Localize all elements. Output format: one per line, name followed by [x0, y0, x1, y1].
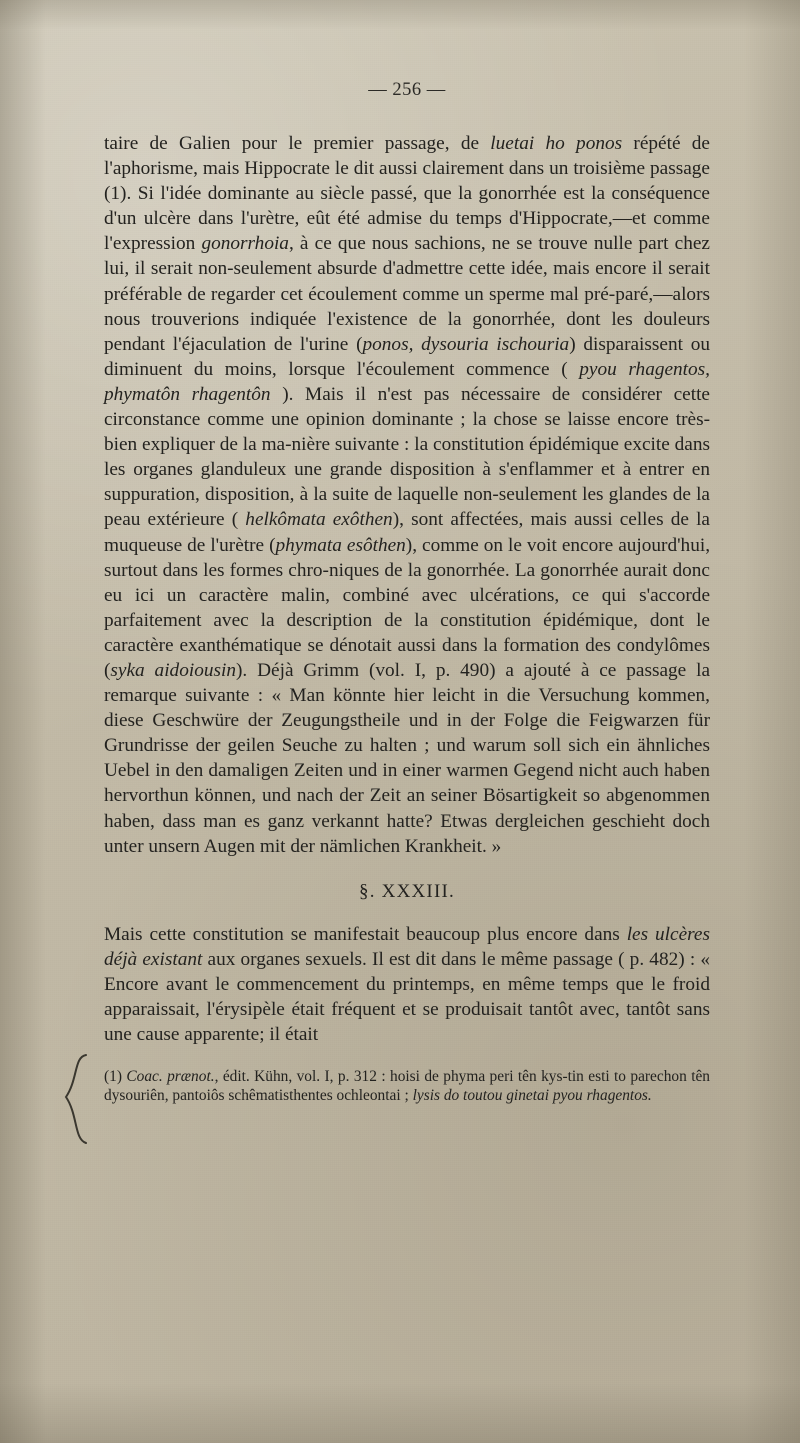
page-folio: — 256 — [368, 80, 446, 100]
section-number: XXXIII. [381, 880, 455, 902]
main-paragraph [104, 131, 710, 859]
footnote-text: (1) Coac. prænot., édit. Kühn, vol. I, p. 312 : hoisi de phyma peri tên kys-tin esti to parechon tên dysouriên, pantoiôs schêmatisthentes ochleontai ; lysis do toutou ginetai pyou rhagentos. [104, 1067, 710, 1105]
main-paragraph-text: taire de Galien pour le premier passage, de luetai ho ponos répété de l'aphorisme, mais Hippocrate le dit aussi clairement dans un troisième passage (1). Si l'idée dominante au siècle passé, que la gonorrhée est la conséquence d'un ulcère dans l'urètre, eût été admise du temps d'Hippocrate,—et comme l'expression gonorrhoia, à ce que nous sachions, ne se trouve nulle part chez lui, il serait non-seulement absurde d'admettre cette idée, mais encore il serait préférable de regarder cet écoulement comme un sperme mal pré-paré,—alors nous trouverions indiquée l'existence de la gonorrhée, dont les douleurs pendant l'éjaculation de l'urine (ponos, dysouria ischouria) disparaissent ou diminuent du moins, lorsque l'écoulement commence ( pyou rhagentos, phymatôn rhagentôn ). Mais il n'est pas nécessaire de considérer cette circonstance comme une opinion dominante ; la chose se laisse encore très-bien expliquer de la ma-nière suivante : la constitution épidémique excite dans les organes glanduleux une grande disposition à s'enflammer et à entrer en suppuration, disposition, à la suite de laquelle non-seulement les glandes de la peau extérieure ( helkômata exôthen), sont affectées, mais aussi celles de la muqueuse de l'urètre (phymata esôthen), comme on le voit encore aujourd'hui, surtout dans les formes chro-niques de la gonorrhée. La gonorrhée aurait donc eu ici un caractère malin, combiné avec ulcérations, ce qui s'accorde parfaitement avec la description de la constitution épidémique, dont le caractère exanthématique se dénotait aussi dans la formation des condylômes (syka aidoiousin). Déjà Grimm (vol. I, p. 490) a ajouté à ce passage la remarque suivante : « Man könnte hier leicht in die Versuchung kommen, diese Geschwüre der Zeugungstheile und in der Folge die Feigwarzen für Grundrisse der geilen Seuche zu halten ; und warum soll sich ein ähnliches Uebel in den damaligen Zeiten und in einer warmen Gegend nicht auch haben hervorthun können, und nach der Zeit an seiner Bösartigkeit so abgenommen haben, dass man es ganz verkannt hatte? Etwas dergleichen geschieht doch unter unsern Augen mit der nämlichen Krankheit. » [104, 133, 711, 857]
page-edge-shadow-left [0, 0, 46, 1443]
section-symbol: §. [359, 880, 376, 902]
marginal-brace-icon [58, 1053, 92, 1145]
page-content [104, 0, 710, 1121]
section-heading [104, 881, 710, 903]
page-edge-shadow-right [744, 0, 800, 1443]
second-paragraph [104, 922, 710, 1047]
footnote [104, 1067, 710, 1106]
page-edge-shadow-bottom [0, 1383, 800, 1443]
second-paragraph-text: Mais cette constitution se manifestait beaucoup plus encore dans les ulcères déjà existant aux organes sexuels. Il est dit dans le même passage ( p. 482) : « Encore avant le commencement du printemps, en même temps que le froid apparaissait, l'érysipèle était fréquent et se produisait tantôt avec, tantôt sans une cause apparente; il était [104, 924, 710, 1046]
